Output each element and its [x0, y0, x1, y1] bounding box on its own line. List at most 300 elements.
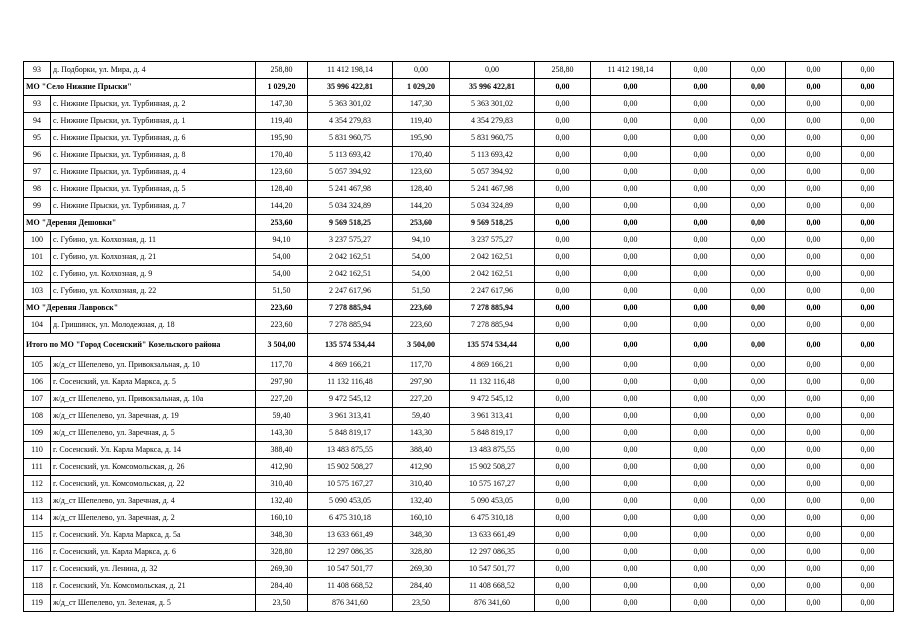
table-row: [24, 181, 894, 198]
value-cell: 0,00: [671, 147, 731, 164]
value-cell: 0,00: [591, 527, 671, 544]
address-cell: г. Сосенский, Ул. Комсомольская, д. 21: [51, 578, 256, 595]
value-cell: 117,70: [256, 357, 308, 374]
value-cell: 0,00: [591, 374, 671, 391]
value-cell: 7 278 885,94: [308, 317, 393, 334]
address-cell: г. Сосенский, ул. Карла Маркса, д. 5: [51, 374, 256, 391]
address-cell: с. Нижние Прыски, ул. Турбинная, д. 5: [51, 181, 256, 198]
address-cell: с. Губино, ул. Колхозная, д. 9: [51, 266, 256, 283]
value-cell: 9 472 545,12: [308, 391, 393, 408]
value-cell: 0,00: [842, 578, 894, 595]
value-cell: 227,20: [256, 391, 308, 408]
value-cell: 0,00: [535, 249, 591, 266]
value-cell: 195,90: [393, 130, 450, 147]
value-cell: 3 237 575,27: [450, 232, 535, 249]
value-cell: 4 869 166,21: [450, 357, 535, 374]
value-cell: 0,00: [842, 113, 894, 130]
value-cell: 0,00: [671, 459, 731, 476]
table-row: [24, 96, 894, 113]
value-cell: 0,00: [842, 425, 894, 442]
total-title-cell: Итого по МО "Город Сосенский" Козельского района: [24, 334, 256, 357]
row-number-cell: 95: [24, 130, 51, 147]
value-cell: 123,60: [393, 164, 450, 181]
value-cell: 5 113 693,42: [450, 147, 535, 164]
value-cell: 10 575 167,27: [308, 476, 393, 493]
value-cell: 2 247 617,96: [308, 283, 393, 300]
value-cell: 284,40: [393, 578, 450, 595]
address-cell: д. Подборки, ул. Мира, д. 4: [51, 62, 256, 79]
value-cell: 0,00: [535, 283, 591, 300]
value-cell: 0,00: [671, 408, 731, 425]
value-cell: 0,00: [731, 544, 786, 561]
value-cell: 15 902 508,27: [308, 459, 393, 476]
table-row: [24, 425, 894, 442]
value-cell: 5 241 467,98: [308, 181, 393, 198]
value-cell: 35 996 422,81: [450, 79, 535, 96]
row-number-cell: 116: [24, 544, 51, 561]
value-cell: 0,00: [842, 62, 894, 79]
value-cell: 2 042 162,51: [450, 249, 535, 266]
value-cell: 0,00: [786, 544, 842, 561]
value-cell: 0,00: [786, 374, 842, 391]
value-cell: 5 090 453,05: [450, 493, 535, 510]
value-cell: 0,00: [671, 425, 731, 442]
address-cell: ж/д_ст Шепелево, ул. Зеленая, д. 5: [51, 595, 256, 612]
value-cell: 0,00: [671, 317, 731, 334]
value-cell: 297,90: [256, 374, 308, 391]
value-cell: 7 278 885,94: [450, 300, 535, 317]
value-cell: 328,80: [393, 544, 450, 561]
address-cell: с. Губино, ул. Колхозная, д. 22: [51, 283, 256, 300]
value-cell: 0,00: [731, 459, 786, 476]
value-cell: 0,00: [731, 113, 786, 130]
value-cell: 0,00: [591, 198, 671, 215]
value-cell: 23,50: [393, 595, 450, 612]
value-cell: 0,00: [535, 300, 591, 317]
value-cell: 0,00: [450, 62, 535, 79]
value-cell: 11 132 116,48: [308, 374, 393, 391]
value-cell: 143,30: [256, 425, 308, 442]
value-cell: 0,00: [535, 544, 591, 561]
value-cell: 0,00: [731, 493, 786, 510]
value-cell: 128,40: [393, 181, 450, 198]
value-cell: 0,00: [535, 578, 591, 595]
value-cell: 5 363 301,02: [450, 96, 535, 113]
value-cell: 0,00: [671, 595, 731, 612]
value-cell: 223,60: [393, 300, 450, 317]
address-cell: с. Губино, ул. Колхозная, д. 11: [51, 232, 256, 249]
value-cell: 0,00: [671, 79, 731, 96]
row-number-cell: 106: [24, 374, 51, 391]
value-cell: 0,00: [786, 317, 842, 334]
value-cell: 0,00: [731, 300, 786, 317]
value-cell: 2 042 162,51: [308, 249, 393, 266]
value-cell: 9 472 545,12: [450, 391, 535, 408]
value-cell: 15 902 508,27: [450, 459, 535, 476]
value-cell: 0,00: [842, 232, 894, 249]
value-cell: 13 633 661,49: [450, 527, 535, 544]
value-cell: 0,00: [591, 317, 671, 334]
value-cell: 0,00: [786, 130, 842, 147]
value-cell: 0,00: [591, 595, 671, 612]
table-row: [24, 578, 894, 595]
value-cell: 119,40: [393, 113, 450, 130]
row-number-cell: 110: [24, 442, 51, 459]
value-cell: 170,40: [393, 147, 450, 164]
value-cell: 223,60: [256, 317, 308, 334]
value-cell: 54,00: [393, 266, 450, 283]
value-cell: 0,00: [786, 96, 842, 113]
value-cell: 0,00: [786, 266, 842, 283]
value-cell: 23,50: [256, 595, 308, 612]
value-cell: 0,00: [786, 232, 842, 249]
value-cell: 0,00: [535, 510, 591, 527]
value-cell: 0,00: [786, 561, 842, 578]
value-cell: 0,00: [786, 62, 842, 79]
value-cell: 388,40: [393, 442, 450, 459]
value-cell: 0,00: [786, 215, 842, 232]
table-row: [24, 113, 894, 130]
value-cell: 10 547 501,77: [308, 561, 393, 578]
value-cell: 0,00: [786, 357, 842, 374]
value-cell: 0,00: [731, 561, 786, 578]
address-cell: д. Гришинск, ул. Молодежная, д. 18: [51, 317, 256, 334]
value-cell: 0,00: [591, 459, 671, 476]
value-cell: 0,00: [535, 215, 591, 232]
value-cell: 0,00: [731, 130, 786, 147]
value-cell: 147,30: [256, 96, 308, 113]
value-cell: 0,00: [671, 130, 731, 147]
value-cell: 160,10: [393, 510, 450, 527]
value-cell: 310,40: [256, 476, 308, 493]
value-cell: 0,00: [591, 391, 671, 408]
value-cell: 0,00: [786, 334, 842, 357]
table-row: [24, 527, 894, 544]
table-row: [24, 510, 894, 527]
value-cell: 0,00: [591, 79, 671, 96]
value-cell: 2 042 162,51: [308, 266, 393, 283]
value-cell: 0,00: [731, 408, 786, 425]
value-cell: 147,30: [393, 96, 450, 113]
value-cell: 9 569 518,25: [308, 215, 393, 232]
value-cell: 0,00: [842, 476, 894, 493]
value-cell: 11 412 198,14: [591, 62, 671, 79]
value-cell: 0,00: [671, 300, 731, 317]
row-number-cell: 94: [24, 113, 51, 130]
value-cell: 4 354 279,83: [450, 113, 535, 130]
value-cell: 135 574 534,44: [308, 334, 393, 357]
row-number-cell: 105: [24, 357, 51, 374]
value-cell: 0,00: [671, 391, 731, 408]
value-cell: 0,00: [535, 476, 591, 493]
value-cell: 0,00: [671, 510, 731, 527]
value-cell: 0,00: [591, 232, 671, 249]
address-cell: ж/д_ст Шепелево, ул. Привокзальная, д. 10: [51, 357, 256, 374]
value-cell: 0,00: [786, 459, 842, 476]
value-cell: 3 961 313,41: [308, 408, 393, 425]
value-cell: 0,00: [731, 266, 786, 283]
value-cell: 0,00: [842, 391, 894, 408]
value-cell: 0,00: [731, 164, 786, 181]
value-cell: 0,00: [535, 595, 591, 612]
value-cell: 0,00: [591, 266, 671, 283]
value-cell: 7 278 885,94: [450, 317, 535, 334]
section-title-cell: МО "Село Нижние Прыски": [24, 79, 256, 96]
table-row: [24, 164, 894, 181]
value-cell: 10 547 501,77: [450, 561, 535, 578]
value-cell: 3 961 313,41: [450, 408, 535, 425]
address-cell: г. Сосенский, ул. Ленина, д. 32: [51, 561, 256, 578]
value-cell: 297,90: [393, 374, 450, 391]
value-cell: 3 237 575,27: [308, 232, 393, 249]
address-cell: с. Нижние Прыски, ул. Турбинная, д. 4: [51, 164, 256, 181]
row-number-cell: 109: [24, 425, 51, 442]
value-cell: 328,80: [256, 544, 308, 561]
value-cell: 0,00: [591, 442, 671, 459]
row-number-cell: 111: [24, 459, 51, 476]
row-number-cell: 104: [24, 317, 51, 334]
table-row: [24, 357, 894, 374]
value-cell: 6 475 310,18: [450, 510, 535, 527]
value-cell: 0,00: [731, 62, 786, 79]
value-cell: 132,40: [393, 493, 450, 510]
value-cell: 5 090 453,05: [308, 493, 393, 510]
value-cell: 876 341,60: [450, 595, 535, 612]
value-cell: 0,00: [591, 578, 671, 595]
value-cell: 0,00: [671, 232, 731, 249]
table-row: [24, 283, 894, 300]
value-cell: 0,00: [535, 493, 591, 510]
value-cell: 0,00: [671, 62, 731, 79]
value-cell: 0,00: [731, 374, 786, 391]
value-cell: 0,00: [731, 442, 786, 459]
value-cell: 310,40: [393, 476, 450, 493]
value-cell: 0,00: [671, 374, 731, 391]
value-cell: 0,00: [786, 476, 842, 493]
value-cell: 35 996 422,81: [308, 79, 393, 96]
value-cell: 0,00: [731, 391, 786, 408]
value-cell: 1 029,20: [256, 79, 308, 96]
value-cell: 5 113 693,42: [308, 147, 393, 164]
row-number-cell: 93: [24, 62, 51, 79]
address-cell: ж/д_ст Шепелево, ул. Заречная, д. 4: [51, 493, 256, 510]
value-cell: 0,00: [842, 266, 894, 283]
value-cell: 0,00: [671, 476, 731, 493]
value-cell: 132,40: [256, 493, 308, 510]
value-cell: 0,00: [786, 79, 842, 96]
value-cell: 0,00: [842, 357, 894, 374]
value-cell: 0,00: [671, 266, 731, 283]
value-cell: 2 042 162,51: [450, 266, 535, 283]
address-cell: ж/д_ст Шепелево, ул. Заречная, д. 2: [51, 510, 256, 527]
value-cell: 0,00: [591, 334, 671, 357]
value-cell: 5 831 960,75: [308, 130, 393, 147]
row-number-cell: 93: [24, 96, 51, 113]
row-number-cell: 114: [24, 510, 51, 527]
value-cell: 0,00: [535, 425, 591, 442]
row-number-cell: 112: [24, 476, 51, 493]
value-cell: 0,00: [842, 181, 894, 198]
value-cell: 0,00: [535, 113, 591, 130]
value-cell: 258,80: [256, 62, 308, 79]
value-cell: 0,00: [591, 130, 671, 147]
address-cell: ж/д_ст Шепелево, ул. Заречная, д. 5: [51, 425, 256, 442]
value-cell: 0,00: [842, 249, 894, 266]
value-cell: 0,00: [842, 442, 894, 459]
row-number-cell: 99: [24, 198, 51, 215]
section-row: [24, 215, 894, 232]
value-cell: 0,00: [842, 459, 894, 476]
value-cell: 7 278 885,94: [308, 300, 393, 317]
value-cell: 0,00: [731, 283, 786, 300]
value-cell: 94,10: [393, 232, 450, 249]
section-title-cell: МО "Деревня Лавровск": [24, 300, 256, 317]
value-cell: 0,00: [731, 476, 786, 493]
value-cell: 0,00: [731, 232, 786, 249]
value-cell: 54,00: [256, 249, 308, 266]
value-cell: 269,30: [393, 561, 450, 578]
value-cell: 4 869 166,21: [308, 357, 393, 374]
table-row: [24, 476, 894, 493]
value-cell: 284,40: [256, 578, 308, 595]
section-row: [24, 79, 894, 96]
value-cell: 0,00: [842, 510, 894, 527]
value-cell: 0,00: [842, 544, 894, 561]
value-cell: 4 354 279,83: [308, 113, 393, 130]
value-cell: 5 034 324,89: [450, 198, 535, 215]
value-cell: 0,00: [671, 334, 731, 357]
value-cell: 0,00: [591, 408, 671, 425]
value-cell: 170,40: [256, 147, 308, 164]
value-cell: 0,00: [842, 561, 894, 578]
value-cell: 0,00: [591, 96, 671, 113]
value-cell: 0,00: [731, 96, 786, 113]
value-cell: 0,00: [535, 164, 591, 181]
value-cell: 5 241 467,98: [450, 181, 535, 198]
value-cell: 0,00: [591, 510, 671, 527]
value-cell: 0,00: [731, 79, 786, 96]
table-row: [24, 493, 894, 510]
table-row: [24, 130, 894, 147]
value-cell: 1 029,20: [393, 79, 450, 96]
row-number-cell: 102: [24, 266, 51, 283]
table-row: [24, 317, 894, 334]
value-cell: 0,00: [535, 408, 591, 425]
value-cell: 0,00: [842, 527, 894, 544]
value-cell: 348,30: [393, 527, 450, 544]
value-cell: 0,00: [591, 164, 671, 181]
value-cell: 0,00: [671, 561, 731, 578]
table-row: [24, 62, 894, 79]
value-cell: 3 504,00: [393, 334, 450, 357]
value-cell: 0,00: [535, 561, 591, 578]
value-cell: 0,00: [842, 408, 894, 425]
value-cell: 0,00: [842, 334, 894, 357]
address-cell: г. Сосенский, ул. Карла Маркса, д. 6: [51, 544, 256, 561]
value-cell: 3 504,00: [256, 334, 308, 357]
table-row: [24, 442, 894, 459]
value-cell: 0,00: [786, 442, 842, 459]
value-cell: 0,00: [671, 181, 731, 198]
value-cell: 11 408 668,52: [450, 578, 535, 595]
value-cell: 0,00: [842, 493, 894, 510]
row-number-cell: 108: [24, 408, 51, 425]
value-cell: 0,00: [731, 357, 786, 374]
value-cell: 253,60: [393, 215, 450, 232]
address-cell: ж/д_ст Шепелево, ул. Привокзальная, д. 10а: [51, 391, 256, 408]
value-cell: 0,00: [671, 283, 731, 300]
value-cell: 0,00: [786, 595, 842, 612]
value-cell: 0,00: [786, 249, 842, 266]
value-cell: 0,00: [591, 113, 671, 130]
value-cell: 0,00: [731, 527, 786, 544]
value-cell: 0,00: [842, 283, 894, 300]
value-cell: 12 297 086,35: [450, 544, 535, 561]
value-cell: 0,00: [535, 232, 591, 249]
value-cell: 160,10: [256, 510, 308, 527]
value-cell: 0,00: [731, 595, 786, 612]
value-cell: 54,00: [256, 266, 308, 283]
row-number-cell: 115: [24, 527, 51, 544]
value-cell: 412,90: [393, 459, 450, 476]
row-number-cell: 98: [24, 181, 51, 198]
address-cell: г. Сосенский. Ул. Карла Маркса, д. 14: [51, 442, 256, 459]
value-cell: 5 848 819,17: [308, 425, 393, 442]
address-cell: с. Губино, ул. Колхозная, д. 21: [51, 249, 256, 266]
value-cell: 0,00: [731, 215, 786, 232]
value-cell: 0,00: [671, 527, 731, 544]
value-cell: 13 483 875,55: [450, 442, 535, 459]
row-number-cell: 107: [24, 391, 51, 408]
value-cell: 11 132 116,48: [450, 374, 535, 391]
value-cell: 0,00: [671, 198, 731, 215]
value-cell: 0,00: [786, 527, 842, 544]
row-number-cell: 118: [24, 578, 51, 595]
value-cell: 0,00: [535, 130, 591, 147]
address-cell: с. Нижние Прыски, ул. Турбинная, д. 7: [51, 198, 256, 215]
total-row: [24, 334, 894, 357]
value-cell: 0,00: [535, 96, 591, 113]
value-cell: 51,50: [393, 283, 450, 300]
value-cell: 119,40: [256, 113, 308, 130]
value-cell: 0,00: [591, 544, 671, 561]
value-cell: 0,00: [671, 544, 731, 561]
value-cell: 0,00: [591, 476, 671, 493]
address-cell: с. Нижние Прыски, ул. Турбинная, д. 2: [51, 96, 256, 113]
value-cell: 144,20: [393, 198, 450, 215]
value-cell: 388,40: [256, 442, 308, 459]
row-number-cell: 97: [24, 164, 51, 181]
section-title-cell: МО "Деревня Дешовки": [24, 215, 256, 232]
value-cell: 0,00: [786, 164, 842, 181]
value-cell: 0,00: [731, 510, 786, 527]
value-cell: 0,00: [535, 79, 591, 96]
value-cell: 144,20: [256, 198, 308, 215]
value-cell: 0,00: [731, 147, 786, 164]
value-cell: 0,00: [535, 442, 591, 459]
value-cell: 117,70: [393, 357, 450, 374]
value-cell: 0,00: [535, 391, 591, 408]
value-cell: 5 057 394,92: [450, 164, 535, 181]
value-cell: 0,00: [786, 578, 842, 595]
address-cell: г. Сосенский, ул. Комсомольская, д. 26: [51, 459, 256, 476]
value-cell: 0,00: [535, 334, 591, 357]
address-cell: г. Сосенский. Ул. Карла Маркса, д. 5а: [51, 527, 256, 544]
table-row: [24, 595, 894, 612]
value-cell: 59,40: [393, 408, 450, 425]
document-page: [23, 61, 893, 612]
value-cell: 0,00: [731, 578, 786, 595]
